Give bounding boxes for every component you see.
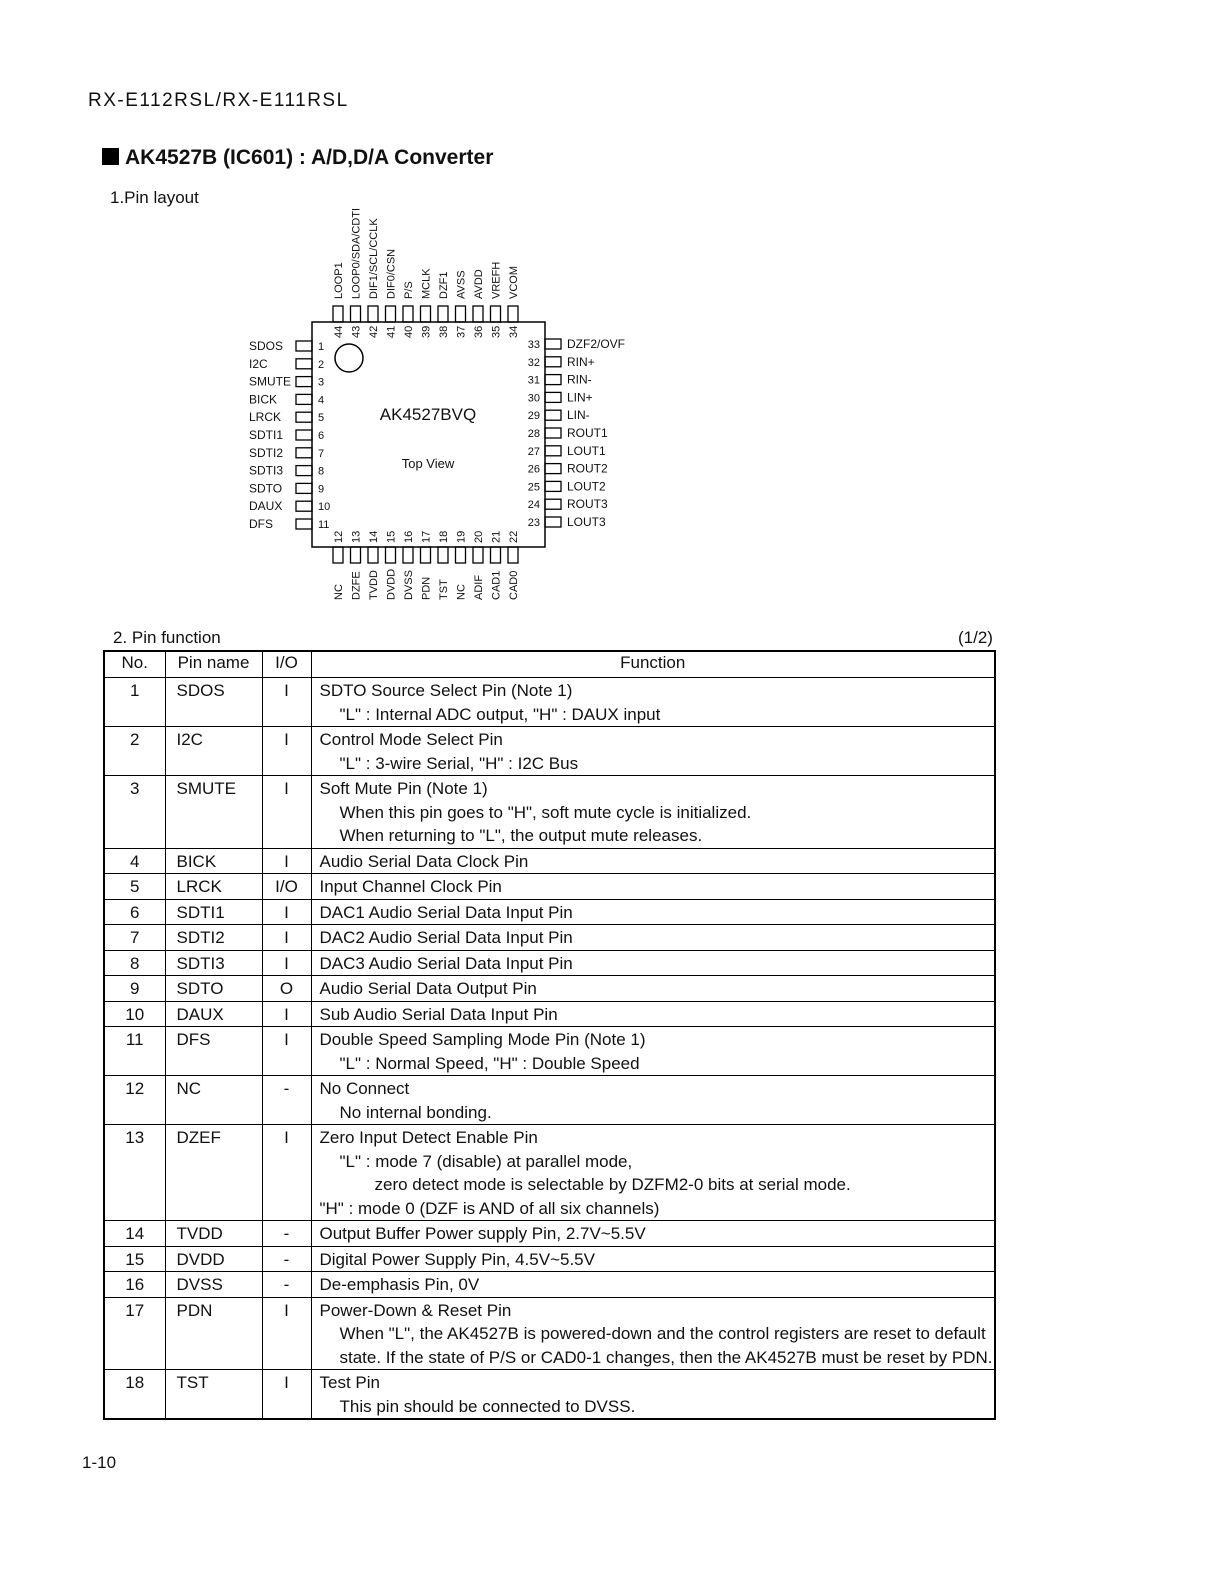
cell-no: 15	[104, 1246, 165, 1272]
pin-number: 38	[438, 325, 450, 338]
header-no: No.	[104, 651, 165, 678]
pin-name: ADIF	[473, 574, 485, 600]
pin-name: DZF2/OVF	[567, 337, 626, 351]
function-line: zero detect mode is selectable by DZFM2-0 bits at serial mode.	[374, 1175, 851, 1194]
table-row	[104, 1001, 995, 1027]
header-function: Function	[311, 651, 995, 678]
pin-name: ROUT3	[567, 497, 608, 512]
pin-number: 32	[527, 356, 540, 369]
pin-name: LRCK	[249, 410, 282, 425]
table-row	[104, 776, 995, 849]
pin-name: PDN	[420, 576, 433, 600]
pin-number: 25	[527, 481, 540, 494]
cell-pin-name: SDTO	[165, 976, 262, 1002]
table-header-row	[104, 651, 995, 678]
cell-function	[311, 848, 995, 874]
table-row	[104, 976, 995, 1002]
pin-number: 6	[318, 430, 325, 442]
pin-number: 19	[455, 530, 468, 543]
pin-number: 35	[490, 325, 503, 338]
cell-function	[311, 950, 995, 976]
pin-number: 36	[473, 325, 485, 338]
function-line: Output Buffer Power supply Pin, 2.7V~5.5V	[319, 1224, 646, 1243]
function-line: Test Pin	[319, 1373, 380, 1392]
pin-number: 40	[403, 325, 415, 338]
pin-pad	[491, 306, 501, 322]
pin-name: LOOP1	[333, 262, 345, 299]
pin-name: BICK	[249, 392, 278, 407]
pin-name: DIF1/SCL/CCLK	[368, 218, 380, 299]
pin-number: 2	[318, 358, 325, 371]
pin-number: 34	[508, 325, 520, 338]
pin-name: DFS	[249, 517, 273, 531]
cell-no: 9	[104, 976, 165, 1002]
pin-name: P/S	[403, 281, 415, 299]
cell-function	[311, 1221, 995, 1247]
table-row	[104, 1272, 995, 1298]
pin-name: ROUT1	[567, 426, 608, 440]
pin-name: SDTI1	[249, 428, 284, 442]
pin-pad	[368, 547, 378, 563]
function-line: DAC1 Audio Serial Data Input Pin	[319, 902, 573, 922]
pin-name: TST	[438, 579, 450, 600]
pin-name: LOUT1	[567, 443, 606, 458]
pin-function-label: 2. Pin function	[113, 628, 221, 647]
right-pins	[528, 337, 625, 529]
cell-function	[311, 1027, 995, 1076]
function-line: Double Speed Sampling Mode Pin (Note 1)	[319, 1030, 646, 1049]
cell-no: 3	[104, 776, 165, 849]
cell-io: I	[262, 1001, 311, 1027]
function-line: "L" : 3-wire Serial, "H" : I2C Bus	[339, 753, 579, 773]
pin-number: 7	[318, 447, 325, 460]
function-line: state. If the state of P/S or CAD0-1 changes, then the AK4527B must be reset by PDN.	[339, 1347, 993, 1367]
pin-pad	[296, 341, 312, 351]
function-line: Sub Audio Serial Data Input Pin	[319, 1004, 558, 1024]
pin-number: 29	[527, 410, 540, 423]
cell-pin-name: SDTI2	[165, 925, 262, 951]
cell-pin-name: DAUX	[165, 1001, 262, 1027]
cell-io: -	[262, 1272, 311, 1298]
table-row	[104, 1297, 995, 1370]
pin-pad	[386, 547, 396, 563]
cell-pin-name: TVDD	[165, 1221, 262, 1247]
pin-name: SDTI3	[249, 463, 284, 478]
table-row	[104, 848, 995, 874]
cell-pin-name: PDN	[165, 1297, 262, 1370]
cell-no: 8	[104, 950, 165, 976]
cell-pin-name: SDTI3	[165, 950, 262, 976]
table-row	[104, 1125, 995, 1221]
cell-function	[311, 1246, 995, 1272]
pin-number: 20	[473, 530, 485, 543]
pin-pad	[296, 359, 312, 369]
cell-function	[311, 976, 995, 1002]
header-pin-name: Pin name	[165, 651, 262, 678]
cell-no: 7	[104, 925, 165, 951]
pin-name: DZF1	[438, 271, 450, 299]
function-line: De-emphasis Pin, 0V	[319, 1275, 480, 1294]
function-line: When returning to "L", the output mute releases.	[339, 826, 703, 845]
pin-number: 41	[385, 325, 398, 338]
cell-function	[311, 1297, 995, 1370]
cell-io: -	[262, 1076, 311, 1125]
pin-name: AVSS	[455, 270, 468, 299]
pin-pad	[296, 394, 312, 404]
pin-name: VREFH	[490, 261, 503, 299]
pin-name: CAD0	[508, 570, 520, 600]
pin-number: 13	[350, 530, 363, 543]
cell-no: 11	[104, 1027, 165, 1076]
table-row	[104, 678, 995, 727]
cell-pin-name: DVSS	[165, 1272, 262, 1298]
pin-function-table	[103, 650, 996, 1420]
function-line: "L" : Internal ADC output, "H" : DAUX input	[339, 704, 661, 724]
table-row	[104, 1076, 995, 1125]
table-row	[104, 1221, 995, 1247]
cell-function	[311, 899, 995, 925]
pin-pad	[296, 466, 312, 476]
pin-pad	[296, 430, 312, 440]
function-line: Input Channel Clock Pin	[319, 877, 502, 896]
pin-number: 39	[420, 325, 433, 338]
pin-pad	[296, 519, 312, 529]
pin-pad	[545, 410, 561, 420]
cell-io: I/O	[262, 874, 311, 900]
pin-pad	[421, 306, 431, 322]
pin-pad	[296, 377, 312, 387]
cell-no: 2	[104, 727, 165, 776]
cell-function	[311, 727, 995, 776]
pin-number: 5	[318, 412, 325, 425]
pin-number: 21	[490, 530, 503, 543]
pin-number: 37	[455, 325, 468, 338]
pin-pad	[296, 501, 312, 511]
pin-number: 9	[318, 483, 325, 496]
pin-number: 16	[403, 530, 415, 543]
pin-name: SDTO	[249, 481, 283, 496]
chip-view-label: Top View	[401, 456, 455, 471]
table-row	[104, 1370, 995, 1420]
function-line: No internal bonding.	[339, 1102, 492, 1122]
cell-pin-name: SMUTE	[165, 776, 262, 849]
chip-body	[312, 322, 545, 547]
cell-pin-name: BICK	[165, 848, 262, 874]
pin-name: CAD1	[490, 570, 503, 600]
pin-number: 14	[368, 530, 380, 543]
pin-pad	[296, 412, 312, 422]
function-line: Zero Input Detect Enable Pin	[319, 1128, 538, 1147]
cell-io: I	[262, 1370, 311, 1420]
pin-name: RIN+	[567, 354, 595, 369]
pin-name: AVDD	[473, 269, 485, 299]
pin-number: 12	[333, 530, 345, 543]
table-row	[104, 1027, 995, 1076]
model-title: RX-E112RSL/RX-E111RSL	[88, 90, 349, 111]
cell-no: 10	[104, 1001, 165, 1027]
table-row	[104, 899, 995, 925]
pin-name: I2C	[249, 356, 268, 371]
cell-function	[311, 874, 995, 900]
pin-pad	[438, 306, 448, 322]
pin-name: DVDD	[385, 568, 398, 600]
chip-pinout-diagram	[0, 0, 1220, 620]
pin-number: 18	[438, 530, 450, 543]
cell-no: 5	[104, 874, 165, 900]
pin-pad	[545, 464, 561, 474]
pin-number: 26	[527, 463, 540, 476]
pin-number: 33	[527, 339, 540, 351]
pin-number: 4	[318, 394, 325, 407]
table-row	[104, 1246, 995, 1272]
pin-number: 15	[385, 530, 398, 543]
pin-name: LIN-	[567, 408, 590, 423]
pin-pad	[296, 483, 312, 493]
pin-number: 43	[350, 325, 363, 338]
cell-io: I	[262, 727, 311, 776]
pin-pad	[351, 547, 361, 563]
pin-number: 28	[527, 428, 540, 440]
pin-number: 17	[420, 530, 433, 543]
cell-function	[311, 925, 995, 951]
pin-number: 3	[318, 376, 325, 389]
table-row	[104, 874, 995, 900]
pin1-marker	[335, 344, 363, 372]
function-line: DAC3 Audio Serial Data Input Pin	[319, 953, 573, 973]
cell-pin-name: SDTI1	[165, 899, 262, 925]
header-io: I/O	[262, 651, 311, 678]
pin-name: TVDD	[368, 570, 380, 600]
cell-no: 13	[104, 1125, 165, 1221]
section-title-text: AK4527B (IC601) : A/D,D/A Converter	[125, 146, 494, 169]
function-line: Digital Power Supply Pin, 4.5V~5.5V	[319, 1249, 595, 1269]
cell-no: 14	[104, 1221, 165, 1247]
function-line: No Connect	[319, 1079, 410, 1098]
cell-pin-name: SDOS	[165, 678, 262, 727]
top-pins	[333, 208, 520, 338]
pin-name: ROUT2	[567, 461, 608, 476]
cell-function	[311, 776, 995, 849]
cell-io: -	[262, 1246, 311, 1272]
cell-no: 16	[104, 1272, 165, 1298]
pin-pad	[333, 306, 343, 322]
pin-name: DIF0/CSN	[385, 248, 398, 299]
page-number: 1-10	[82, 1453, 117, 1472]
function-line: SDTO Source Select Pin (Note 1)	[319, 681, 573, 700]
pin-pad	[333, 547, 343, 563]
pin-number: 31	[527, 374, 540, 387]
pin-function-rows	[104, 678, 995, 1420]
pin-name: NC	[455, 584, 468, 600]
function-line: Audio Serial Data Output Pin	[319, 979, 537, 998]
pin-pad	[545, 428, 561, 438]
cell-no: 1	[104, 678, 165, 727]
function-line: When this pin goes to "H", soft mute cycle is initialized.	[339, 802, 752, 822]
cell-io: I	[262, 678, 311, 727]
function-line: Soft Mute Pin (Note 1)	[319, 779, 488, 798]
function-line: "H" : mode 0 (DZF is AND of all six channels)	[319, 1198, 660, 1218]
cell-no: 17	[104, 1297, 165, 1370]
cell-pin-name: DFS	[165, 1027, 262, 1076]
function-line: Power-Down & Reset Pin	[319, 1300, 512, 1320]
cell-io: I	[262, 776, 311, 849]
cell-io: -	[262, 1221, 311, 1247]
pin-pad	[508, 306, 518, 322]
cell-io: I	[262, 1297, 311, 1370]
cell-no: 4	[104, 848, 165, 874]
pin-pad	[296, 448, 312, 458]
left-pins	[249, 339, 330, 531]
table-row	[104, 950, 995, 976]
cell-no: 6	[104, 899, 165, 925]
pin-pad	[545, 517, 561, 527]
cell-function	[311, 678, 995, 727]
cell-function	[311, 1272, 995, 1298]
function-line: Control Mode Select Pin	[319, 730, 503, 749]
pin-pad	[386, 306, 396, 322]
cell-pin-name: DZEF	[165, 1125, 262, 1221]
pin-pad	[421, 547, 431, 563]
pin-name: DVSS	[403, 570, 415, 600]
function-line: "L" : Normal Speed, "H" : Double Speed	[339, 1053, 640, 1073]
pin-pad	[473, 547, 483, 563]
pin-pad	[351, 306, 361, 322]
pin-number: 24	[527, 499, 540, 512]
cell-io: I	[262, 1125, 311, 1221]
cell-function	[311, 1370, 995, 1420]
pin-name: LOOP0/SDA/CDTI	[350, 207, 363, 299]
pin-pad	[456, 306, 466, 322]
pin-number: 44	[333, 325, 345, 338]
pin-name: SDTI2	[249, 445, 284, 460]
cell-function	[311, 1076, 995, 1125]
pin-number: 11	[318, 519, 330, 531]
cell-no: 12	[104, 1076, 165, 1125]
pin-pad	[438, 547, 448, 563]
pin-name: RIN-	[567, 372, 592, 387]
pin-name: NC	[333, 584, 345, 600]
pin-name: DAUX	[249, 499, 283, 514]
pin-pad	[545, 481, 561, 491]
pin-name: LOUT2	[567, 479, 606, 494]
pin-pad	[545, 446, 561, 456]
pin-number: 30	[527, 392, 540, 405]
cell-io: O	[262, 976, 311, 1002]
cell-pin-name: DVDD	[165, 1246, 262, 1272]
pin-name: SDOS	[249, 339, 284, 353]
pin-pad	[545, 339, 561, 349]
cell-pin-name: I2C	[165, 727, 262, 776]
pin-pad	[545, 392, 561, 402]
cell-pin-name: TST	[165, 1370, 262, 1420]
bottom-pins	[333, 531, 520, 600]
function-line: "L" : mode 7 (disable) at parallel mode,	[339, 1151, 633, 1171]
cell-pin-name: LRCK	[165, 874, 262, 900]
cell-io: I	[262, 925, 311, 951]
pin-pad	[473, 306, 483, 322]
cell-function	[311, 1125, 995, 1221]
pin-pad	[368, 306, 378, 322]
cell-io: I	[262, 1027, 311, 1076]
pin-name: LIN+	[567, 390, 593, 405]
pin-pad	[403, 547, 413, 563]
pin-name: DZFE	[350, 571, 363, 600]
cell-no: 18	[104, 1370, 165, 1420]
function-line: Audio Serial Data Clock Pin	[319, 851, 529, 871]
pin-pad	[491, 547, 501, 563]
cell-io: I	[262, 899, 311, 925]
pin-pad	[508, 547, 518, 563]
function-line: DAC2 Audio Serial Data Input Pin	[319, 928, 573, 947]
function-line: This pin should be connected to DVSS.	[339, 1396, 636, 1416]
pin-name: VCOM	[508, 266, 520, 299]
cell-io: I	[262, 848, 311, 874]
pin-number: 42	[368, 325, 380, 338]
pin-pad	[545, 499, 561, 509]
pin-number: 27	[527, 445, 540, 458]
pin-number: 22	[508, 530, 520, 543]
pin-number: 23	[527, 517, 540, 529]
pin-name: MCLK	[420, 268, 433, 299]
pin-number: 1	[318, 341, 325, 353]
chip-name: AK4527BVQ	[379, 405, 477, 424]
pin-pad	[403, 306, 413, 322]
cell-function	[311, 1001, 995, 1027]
pin-name: LOUT3	[567, 515, 606, 529]
pin-name: SMUTE	[249, 374, 291, 389]
pin-pad	[456, 547, 466, 563]
cell-io: I	[262, 950, 311, 976]
pin-number: 10	[318, 501, 331, 514]
pin-pad	[545, 357, 561, 367]
table-row	[104, 727, 995, 776]
page-indicator: (1/2)	[958, 628, 993, 647]
cell-pin-name: NC	[165, 1076, 262, 1125]
table-row	[104, 925, 995, 951]
function-line: When "L", the AK4527B is powered-down and the control registers are reset to default	[339, 1324, 986, 1343]
pin-number: 8	[318, 465, 325, 478]
pin-pad	[545, 375, 561, 385]
pin-layout-label: 1.Pin layout	[110, 188, 199, 207]
